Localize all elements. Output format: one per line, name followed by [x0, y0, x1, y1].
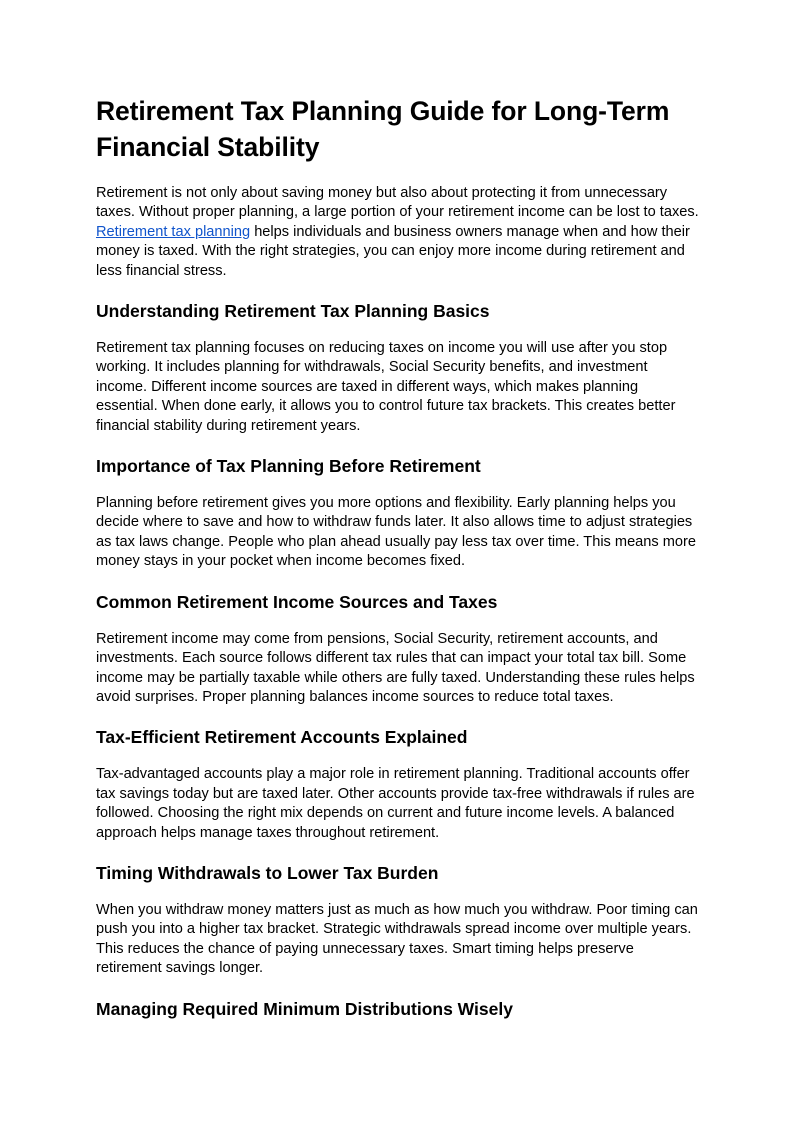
section-body: When you withdraw money matters just as much as how much you withdraw. Poor timing can push you into a higher tax bracket. Strategic withdrawals spread income over multiple years. This reduces the chance of paying unnecessary taxes. Smart timing helps preserve retirement savings longer. — [96, 901, 698, 977]
section-body: Retirement tax planning focuses on reducing taxes on income you will use after you stop working. It includes planning for withdrawals, Social Security benefits, and investment income. Different income sources are taxed in different ways, which makes planning essential. When done early, it allows you to control future tax brackets. This creates better financial stability during retirement years. — [96, 340, 676, 434]
section-heading: Timing Withdrawals to Lower Tax Burden — [96, 862, 439, 883]
section-body: Tax-advantaged accounts play a major role in retirement planning. Traditional accounts offer tax savings today but are taxed later. Other accounts provide tax-free withdrawals if rules are followed. Choosing the right mix depends on current and future income levels. A balanced approach helps manage taxes throughout retirement. — [96, 766, 695, 841]
document-page — [96, 93, 702, 1020]
intro-text-after-link: helps individuals and business owners manage when and how their money is taxed. With the right strategies, you can enjoy more income during retirement and less financial stress. — [96, 223, 690, 279]
section-importance — [96, 455, 702, 572]
section-body: Retirement income may come from pensions, Social Security, retirement accounts, and investments. Each source follows different tax rules that can impact your total tax bill. Some income may be partially taxable while others are fully taxed. Understanding these rules helps avoid surprises. Proper planning balances income sources to reduce total taxes. — [96, 630, 695, 705]
section-income-sources — [96, 591, 702, 708]
section-heading: Common Retirement Income Sources and Taxes — [96, 591, 498, 612]
page-title: Retirement Tax Planning Guide for Long-Term Financial Stability — [96, 96, 670, 162]
section-heading: Managing Required Minimum Distributions Wisely — [96, 998, 513, 1019]
retirement-tax-planning-link[interactable]: Retirement tax planning — [96, 223, 251, 240]
section-heading: Tax-Efficient Retirement Accounts Explained — [96, 727, 468, 748]
section-basics — [96, 300, 702, 436]
section-timing-withdrawals — [96, 862, 702, 979]
intro-paragraph — [96, 184, 702, 281]
section-heading: Understanding Retirement Tax Planning Basics — [96, 301, 490, 322]
section-rmd — [96, 998, 702, 1020]
section-accounts — [96, 726, 702, 843]
section-body: Planning before retirement gives you more options and flexibility. Early planning helps you decide where to save and how to withdraw funds later. It also allows time to adjust strategies as tax laws change. People who plan ahead usually pay less tax over time. This means more money stays in your pocket when income becomes fixed. — [96, 495, 697, 570]
intro-text-before-link: Retirement is not only about saving money but also about protecting it from unnecessary taxes. Without proper planning, a large portion of your retirement income can be lost to taxes. — [96, 185, 699, 221]
section-heading: Importance of Tax Planning Before Retirement — [96, 456, 481, 477]
